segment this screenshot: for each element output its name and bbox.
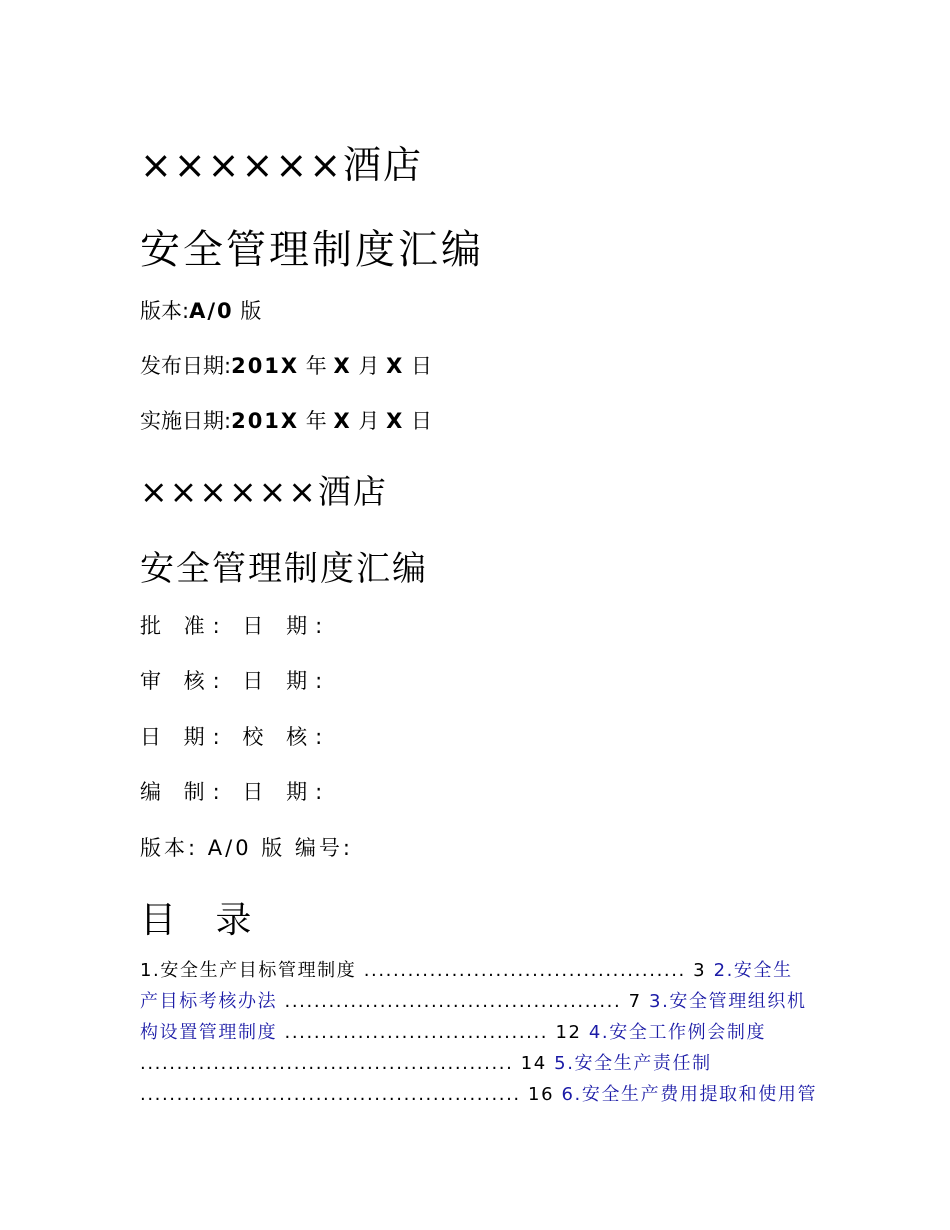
toc-line: [140, 986, 805, 1017]
toc-leader-dots: ..............................................: [284, 991, 622, 1012]
approval-row: 编 制: 日 期:: [140, 780, 331, 804]
toc-line: [140, 1079, 818, 1110]
toc-link[interactable]: 6.安全生产费用提取和使用管: [561, 1084, 818, 1105]
toc-link[interactable]: 4.安全工作例会制度: [588, 1022, 767, 1043]
version-label: 版本:: [140, 299, 190, 323]
toc-title: 目 录: [140, 900, 266, 941]
impl-day: X: [386, 409, 405, 433]
cover-version: [140, 295, 261, 325]
impl-month: X: [333, 409, 352, 433]
approval-row: 批 准: 日 期:: [140, 614, 331, 638]
version-suffix: 版: [240, 299, 262, 323]
approval-row: 日 期: 校 核:: [140, 725, 331, 749]
approval-row: 版本: A/0 版 编号:: [140, 836, 353, 860]
publish-day: X: [386, 354, 405, 378]
impl-year: 201X: [231, 409, 300, 433]
toc-page-number: 14: [513, 1053, 555, 1074]
impl-m: 月: [358, 409, 380, 433]
toc-leader-dots: ....................................................: [140, 1084, 521, 1105]
toc-entry-text: 1.安全生产目标管理制度: [140, 960, 364, 981]
cover-impl-date: [140, 405, 432, 435]
publish-label: 发布日期:: [140, 354, 232, 378]
toc-page-number: 3: [685, 960, 714, 981]
publish-m: 月: [358, 354, 380, 378]
toc-link[interactable]: 构设置管理制度: [140, 1022, 285, 1043]
toc-link[interactable]: 5.安全生产责任制: [554, 1053, 712, 1074]
impl-d: 日: [410, 409, 432, 433]
impl-y: 年: [305, 409, 327, 433]
publish-month: X: [333, 354, 352, 378]
cover-title: 安全管理制度汇编: [140, 227, 484, 273]
cover-company: ××××××酒店: [140, 143, 424, 187]
toc-leader-dots: ...................................................: [140, 1053, 514, 1074]
toc-link[interactable]: 3.安全管理组织机: [649, 991, 807, 1012]
toc-list: [140, 955, 818, 1110]
toc-page-number: 16: [520, 1084, 562, 1105]
toc-link[interactable]: 产目标考核办法: [140, 991, 285, 1012]
publish-y: 年: [305, 354, 327, 378]
toc-page-number: 7: [621, 991, 650, 1012]
toc-line: [140, 955, 805, 986]
approval-company: ××××××酒店: [140, 472, 388, 511]
toc-line: [140, 1017, 805, 1048]
publish-year: 201X: [231, 354, 300, 378]
version-value: A/0: [189, 299, 234, 323]
toc-line: [140, 1048, 805, 1079]
publish-d: 日: [410, 354, 432, 378]
approval-title: 安全管理制度汇编: [140, 549, 428, 589]
toc-page-number: 12: [548, 1022, 589, 1043]
toc-leader-dots: ....................................: [284, 1022, 549, 1043]
approval-row: 审 核: 日 期:: [140, 669, 331, 693]
toc-link[interactable]: 2.安全生: [713, 960, 793, 981]
toc-leader-dots: ............................................: [363, 960, 686, 981]
impl-label: 实施日期:: [140, 409, 232, 433]
cover-publish-date: [140, 350, 432, 380]
